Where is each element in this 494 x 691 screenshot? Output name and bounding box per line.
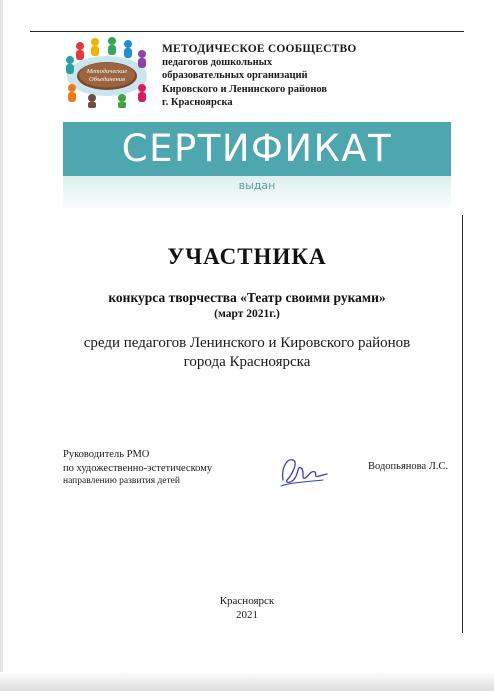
footer-year: 2021 — [236, 609, 258, 621]
signatory-role-line: направлению развития детей — [63, 476, 180, 486]
issued-label: выдан — [238, 179, 276, 192]
page-right-edge — [462, 215, 463, 633]
round-table-people-icon — [62, 36, 152, 108]
contest-name: конкурса творчества «Театр своими руками» — [108, 290, 386, 305]
footer-city: Красноярск — [219, 595, 275, 607]
certificate-banner: СЕРТИФИКАТ — [63, 122, 451, 176]
organization-line: образовательных организаций — [162, 70, 308, 82]
scan-bottom-shadow — [0, 672, 494, 691]
signatory-role — [63, 448, 253, 489]
signatory-name: Водопьянова Л.С. — [368, 461, 449, 472]
scope-text — [0, 334, 494, 372]
handwritten-signature-icon — [277, 450, 329, 490]
scope-line: среди педагогов Ленинского и Кировского районов — [83, 335, 411, 351]
organization-title: МЕТОДИЧЕСКОЕ СООБЩЕСТВО — [162, 43, 357, 55]
scope-line: города Красноярска — [183, 354, 311, 370]
recipient-role: УЧАСТНИКА — [167, 244, 327, 269]
contest-period: (март 2021г.) — [214, 308, 280, 320]
organization-line: Кировского и Ленинского районов — [162, 83, 328, 95]
signatory-role-line: по художественно-эстетическому — [63, 462, 213, 474]
page-top-edge — [30, 31, 464, 32]
footer — [0, 594, 494, 622]
organization-line: г. Красноярска — [162, 96, 233, 108]
organization-line: педагогов дошкольных — [162, 57, 273, 69]
organization-block — [162, 43, 462, 109]
logo-text-line2: Объединения — [88, 76, 126, 83]
signatory-role-line: Руководитель РМО — [63, 449, 150, 460]
logo-text-line1: Методические — [86, 68, 128, 75]
